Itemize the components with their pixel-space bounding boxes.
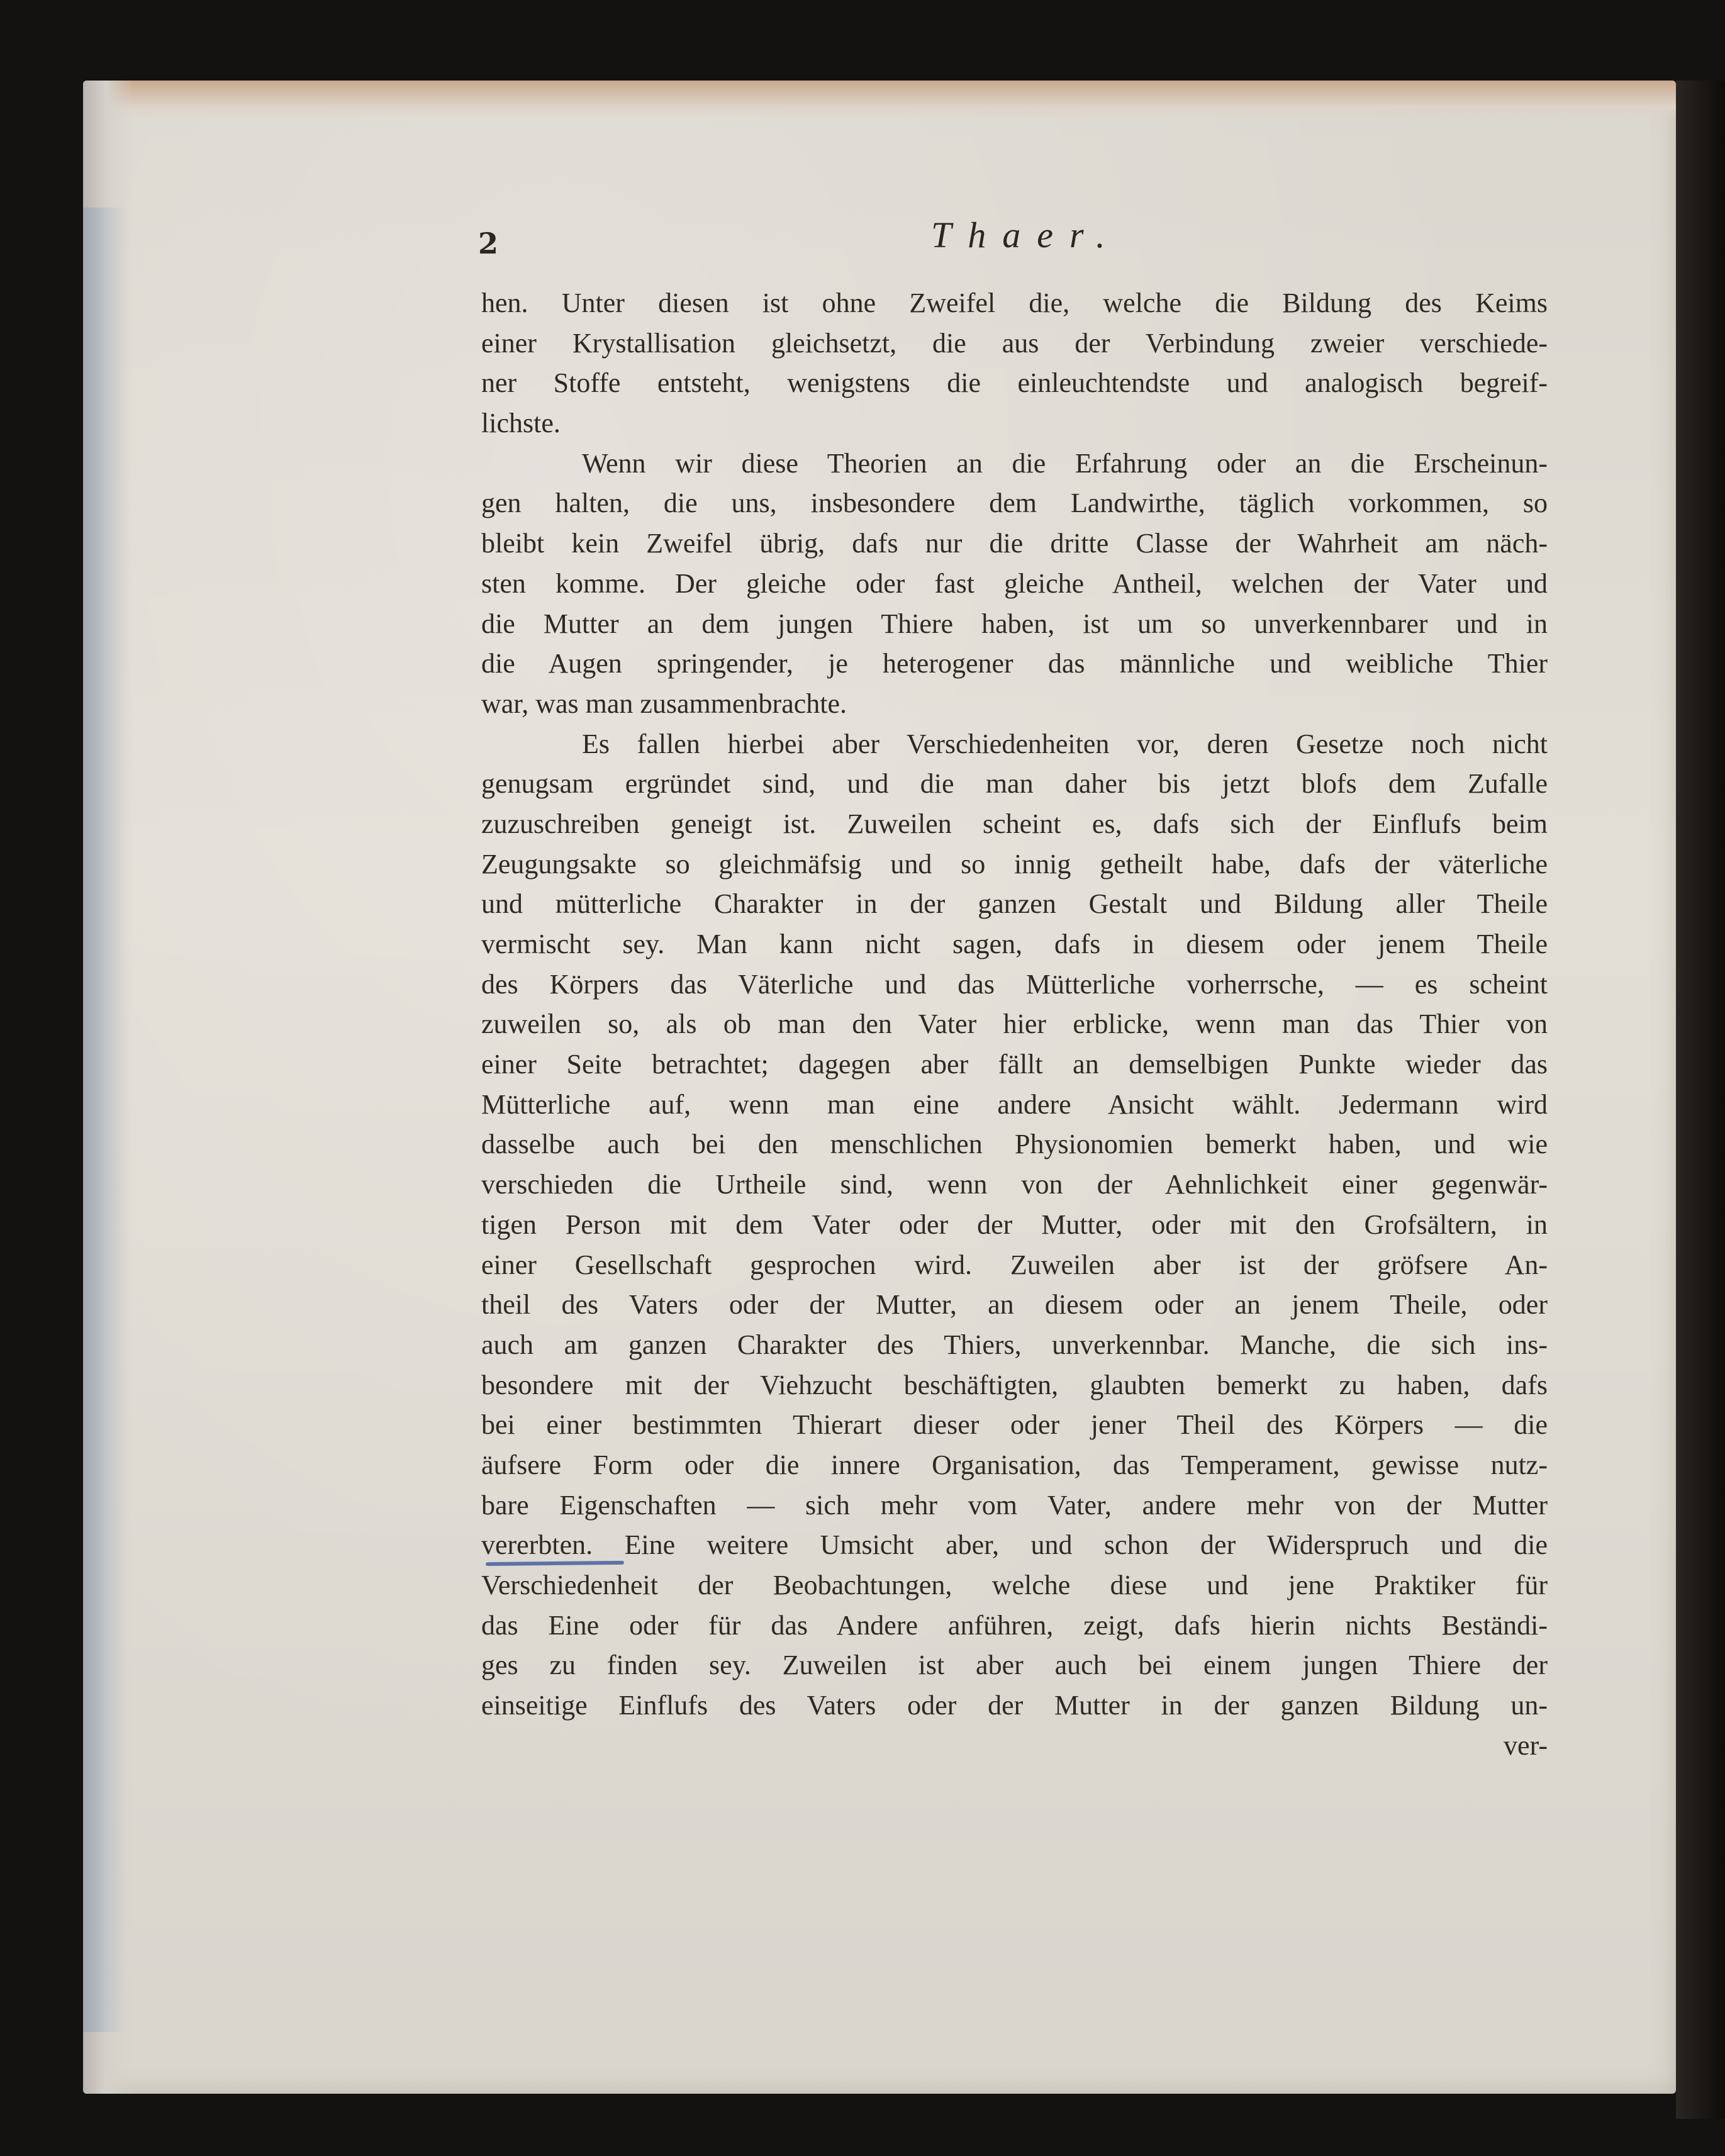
text-line: gen halten, die uns, insbesondere dem Landwirthe, täglich vorkommen, so [481, 488, 1548, 519]
text-line: bleibt kein Zweifel übrig, dafs nur die dritte Classe der Wahrheit am näch- [481, 528, 1548, 559]
text-line: des Körpers das Väterliche und das Mütterliche vorherrsche, — es scheint [481, 968, 1548, 1000]
text-line: einer Gesellschaft gesprochen wird. Zuweilen aber ist der gröfsere An- [481, 1249, 1548, 1280]
text-line: ner Stoffe entsteht, wenigstens die einleuchtendste und analogisch begreif- [481, 367, 1548, 399]
text-line: zuweilen so, als ob man den Vater hier erblicke, wenn man das Thier von [481, 1008, 1548, 1040]
text-line: lichste. [481, 408, 561, 439]
text-line: tigen Person mit dem Vater oder der Mutter, oder mit den Grofsältern, in [481, 1209, 1548, 1240]
text-line: ges zu finden sey. Zuweilen ist aber auch bei einem jungen Thiere der [481, 1650, 1548, 1681]
text-line: war, was man zusammenbrachte. [481, 688, 847, 719]
text-line: die Augen springender, je heterogener das männliche und weibliche Thier [481, 648, 1548, 679]
text-line: die Mutter an dem jungen Thiere haben, ist um so unverkennbarer und in [481, 608, 1548, 639]
text-line: Wenn wir diese Theorien an die Erfahrung oder an die Erscheinun- [582, 447, 1548, 479]
text-line: vermischt sey. Man kann nicht sagen, dafs in diesem oder jenem Theile [481, 929, 1548, 959]
running-head: Thaer. [931, 215, 1122, 255]
text-line: einer Seite betrachtet; dagegen aber fällt an demselbigen Punkte wieder das [481, 1049, 1548, 1080]
text-line: Mütterliche auf, wenn man eine andere Ansicht wählt. Jedermann wird [481, 1088, 1548, 1120]
text-line: Es fallen hierbei aber Verschiedenheiten vor, deren Gesetze noch nicht [582, 728, 1548, 759]
catchword: ver- [1504, 1729, 1548, 1761]
text-line: das Eine oder für das Andere anführen, zeigt, dafs hierin nichts Beständi- [481, 1609, 1548, 1641]
page-top-edge [83, 81, 1676, 118]
text-line: zuzuschreiben geneigt ist. Zuweilen scheint es, dafs sich der Einflufs beim [481, 808, 1548, 839]
text-line: auch am ganzen Charakter des Thiers, unverkennbar. Manche, die sich ins- [481, 1329, 1548, 1360]
text-line: bei einer bestimmten Thierart dieser oder jener Theil des Körpers — die [481, 1409, 1548, 1441]
text-line: Verschiedenheit der Beobachtungen, welche diese und jene Praktiker für [481, 1570, 1548, 1600]
body-text [481, 283, 1548, 1765]
text-line: genugsam ergründet sind, und die man daher bis jetzt blofs dem Zufalle [481, 768, 1548, 800]
text-line: äufsere Form oder die innere Organisation, das Temperament, gewisse nutz- [481, 1449, 1548, 1480]
page-number: 2 [478, 226, 499, 260]
text-line: einseitige Einflufs des Vaters oder der Mutter in der ganzen Bildung un- [481, 1690, 1548, 1721]
text-line: Zeugungsakte so gleichmäfsig und so innig getheilt habe, dafs der väterliche [481, 848, 1548, 880]
text-line: theil des Vaters oder der Mutter, an diesem oder an jenem Theile, oder [481, 1289, 1548, 1321]
text-line: vererbten. Eine weitere Umsicht aber, und schon der Widerspruch und die [481, 1529, 1548, 1561]
text-line: dasselbe auch bei den menschlichen Physionomien bemerkt haben, und wie [481, 1129, 1548, 1160]
binding-tape-strip [83, 208, 127, 2032]
text-line: einer Krystallisation gleichsetzt, die aus der Verbindung zweier verschiede- [481, 327, 1548, 359]
text-line: verschieden die Urtheile sind, wenn von der Aehnlichkeit einer gegenwär- [481, 1169, 1548, 1200]
text-line: und mütterliche Charakter in der ganzen Gestalt und Bildung aller Theile [481, 888, 1548, 920]
text-line: hen. Unter diesen ist ohne Zweifel die, welche die Bildung des Keims [481, 288, 1548, 318]
text-line: bare Eigenschaften — sich mehr vom Vater, andere mehr von der Mutter [481, 1489, 1548, 1521]
adjacent-page-edge [1676, 81, 1725, 2119]
page-header [478, 214, 1548, 271]
text-line: besondere mit der Viehzucht beschäftigten, glaubten bemerkt zu haben, dafs [481, 1369, 1548, 1400]
text-line: sten komme. Der gleiche oder fast gleiche Antheil, welchen der Vater und [481, 567, 1548, 599]
